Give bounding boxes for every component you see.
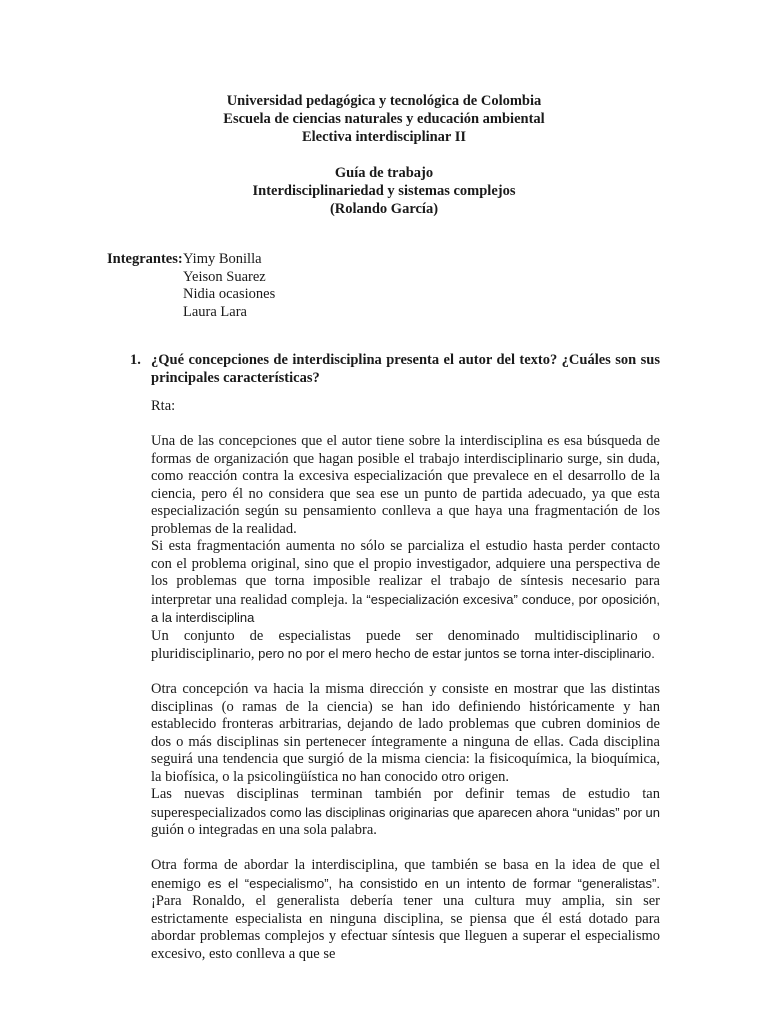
team-member: Yeison Suarez	[183, 268, 266, 285]
paragraph-text: guión o integradas en una sola palabra.	[151, 822, 377, 838]
team-member: Laura Lara	[183, 303, 247, 320]
document-header	[0, 92, 768, 218]
answer-paragraph	[151, 857, 660, 963]
answer-paragraph	[151, 628, 660, 664]
paragraph-text: pero no por el mero hecho de estar juntos se torna inter-disciplinario.	[258, 646, 655, 661]
team-members-list	[183, 251, 275, 321]
paragraph-text: “especialización excesiva” conduce, por oposición, a la interdisciplina	[151, 591, 660, 625]
question-1	[130, 351, 660, 387]
paragraph-text: Si esta fragmentación aumenta no sólo se parcializa el estudio hasta perder contacto con el problema original, sino que el propio investigador, adquiere una perspectiva de los problemas que torna imposible realizar el trabajo de síntesis necesario para interpretar una realidad compleja. la	[151, 538, 660, 608]
paragraph-text: como las disciplinas originarias que aparecen ahora “unidas” por un	[269, 804, 661, 820]
paragraph-text: Las nuevas disciplinas terminan también por definir temas de estudio tan superespecializados	[151, 786, 660, 821]
guide-title: Guía de trabajo	[334, 165, 434, 181]
question-text: ¿Qué concepciones de interdisciplina presenta el autor del texto? ¿Cuáles son sus principales características?	[151, 352, 660, 386]
paragraph-text: Otra forma de abordar la interdisciplina, que también se basa en la idea de que el enemigo	[151, 857, 660, 892]
guide-author: (Rolando García)	[329, 201, 439, 217]
team-members-label: Integrantes:	[107, 251, 183, 267]
paragraph-text: es el “especialismo”, ha consistido en un intento de formar “generalistas”.	[207, 875, 660, 891]
school-name: Escuela de ciencias naturales y educación ambiental	[223, 111, 545, 127]
guide-topic: Interdisciplinariedad y sistemas complejos	[252, 183, 516, 199]
course-name: Electiva interdisciplinar II	[301, 129, 467, 145]
answer-body	[151, 398, 660, 963]
paragraph-text: Un conjunto de especialistas puede ser denominado multidisciplinario o pluridisciplinario,	[151, 627, 660, 662]
question-number: 1.	[130, 352, 141, 368]
team-member: Yimy Bonilla	[183, 251, 262, 267]
team-member: Nidia ocasiones	[183, 286, 276, 302]
university-name: Universidad pedagógica y tecnológica de Colombia	[226, 93, 542, 109]
paragraph-text: ¡Para Ronaldo, el generalista debería tener una cultura muy amplia, sin ser estrictamente especialista en ninguna disciplina, se piensa que él está dotado para abordar problemas complejos y efectuar síntesis que lleguen a superar el especialismo excesivo, esto conlleva a que se	[151, 893, 660, 962]
answer-paragraph	[151, 786, 660, 840]
answer-paragraph	[151, 538, 660, 628]
answer-paragraph: Una de las concepciones que el autor tiene sobre la interdisciplina es esa búsqueda de formas de organización que hagan posible el trabajo interdisciplinario surge, sin duda, como reacción contra la excesiva especialización que prevalece en el desarrollo de la ciencia, pero él no considera que sea ese un punto de partida adecuado, ya que esta especialización según su pensamiento conlleva a que haya una fragmentación de los problemas de la realidad.	[151, 433, 660, 537]
team-members	[107, 251, 276, 320]
answer-paragraph: Otra concepción va hacia la misma dirección y consiste en mostrar que las distintas disciplinas (o ramas de la ciencia) se han ido definiendo históricamente y han establecido fronteras arbitrarias, dejando de lado problemas que cubren dominios de dos o más disciplinas sin pertenecer íntegramente a ninguna de ellas. Cada disciplina seguirá una tendencia que surgió de la misma ciencia: la fisicoquímica, la bioquímica, la biofísica, o la psicolingüística no han conocido otro origen.	[151, 681, 660, 785]
answer-label: Rta:	[151, 398, 176, 414]
